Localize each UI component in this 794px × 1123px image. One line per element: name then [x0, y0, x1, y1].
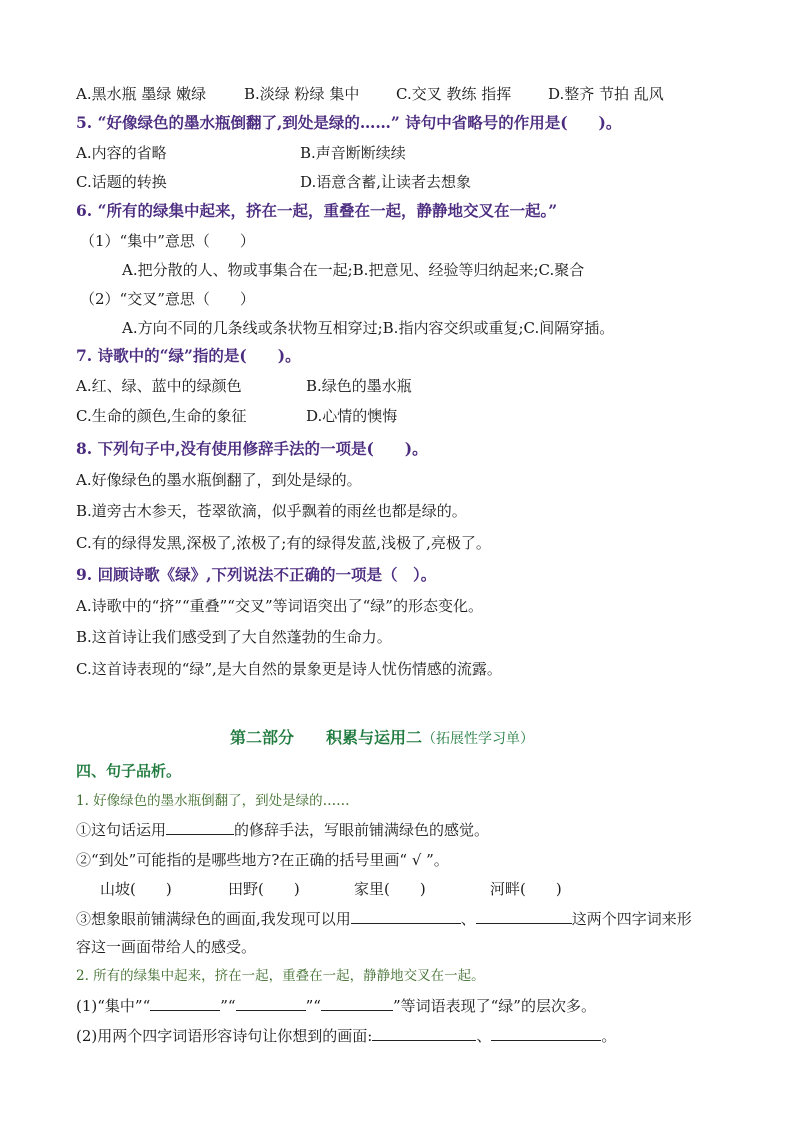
- q7-option-d: D.心情的懊悔: [306, 407, 398, 425]
- s1-item1-post: 的修辞手法，写眼前铺满绿色的感觉。: [234, 821, 490, 839]
- q4-option-c: C.交叉 教练 指挥: [396, 85, 512, 103]
- q8-option-a: A.好像绿色的墨水瓶倒翻了，到处是绿的。: [76, 471, 362, 489]
- q8-option-c: C.有的绿得发黑,深极了,浓极了;有的绿得发蓝,浅极了,亮极了。: [76, 534, 491, 552]
- s1-item2: ②“到处”可能指的是哪些地方?在正确的括号里画“ √ ”。: [76, 851, 449, 869]
- sentence1-quote: 1. 好像绿色的墨水瓶倒翻了，到处是绿的……: [76, 793, 350, 809]
- place-jiali[interactable]: 家里( ): [354, 880, 426, 898]
- s1-item3-post: 这两个四字词来形: [571, 910, 692, 928]
- q4-option-a: A.黑水瓶 墨绿 嫩绿: [76, 85, 207, 103]
- q9-option-a: A.诗歌中的“挤”“重叠”“交叉”等词语突出了“绿”的形态变化。: [76, 597, 483, 615]
- s2-item2: [76, 1026, 616, 1046]
- s1-places: [100, 879, 562, 899]
- q5-options-row1: [76, 143, 406, 163]
- sentence2-quote: 2. 所有的绿集中起来，挤在一起，重叠在一起，静静地交叉在一起。: [76, 968, 485, 984]
- s1-idiom-blank-2[interactable]: [476, 909, 572, 924]
- s2-word-blank-1[interactable]: [150, 996, 220, 1011]
- q5-option-d: D.语意含蓄,让读者去想象: [300, 173, 472, 191]
- q7-option-a: A.红、绿、蓝中的绿颜色: [76, 377, 242, 395]
- q5-options-row2: [76, 172, 471, 192]
- s1-item1-pre: ①这句话运用: [76, 821, 167, 839]
- s1-item1: [76, 820, 489, 840]
- q6-stem: 6. “所有的绿集中起来，挤在一起，重叠在一起，静静地交叉在一起。”: [76, 201, 558, 220]
- s2-word-blank-3[interactable]: [321, 996, 393, 1011]
- place-hepan[interactable]: 河畔( ): [490, 880, 562, 898]
- q5-option-c: C.话题的转换: [76, 173, 167, 191]
- part2-title-main: 第二部分 积累与运用二: [230, 728, 423, 747]
- q6-sub1: （1）“集中”意思（ ）: [80, 232, 255, 250]
- s2-item1: [76, 996, 596, 1016]
- s1-item3: [76, 909, 692, 929]
- s1-rhetoric-blank[interactable]: [166, 820, 234, 835]
- q5-option-b: B.声音断断续续: [300, 144, 406, 162]
- s2-idiom-blank-2[interactable]: [491, 1026, 601, 1041]
- place-shanpo[interactable]: 山坡( ): [100, 880, 172, 898]
- q9-option-c: C.这首诗表现的“绿”,是大自然的景象更是诗人忧伤情感的流露。: [76, 660, 502, 678]
- q7-stem: 7. 诗歌中的“绿”指的是( )。: [76, 346, 301, 365]
- section4-heading: 四、句子品析。: [76, 762, 182, 780]
- s2-item1-post: ”等词语表现了“绿”的层次多。: [392, 997, 596, 1015]
- s2-quote-sep-2: ”“: [305, 997, 321, 1015]
- q9-stem: 9. 回顾诗歌《绿》,下列说法不正确的一项是（ ）。: [76, 565, 437, 584]
- s2-item2-pre: (2)用两个四字词语形容诗句让你想到的画面:: [76, 1027, 373, 1045]
- s1-item3-pre: ③想象眼前铺满绿色的画面,我发现可以用: [76, 910, 351, 928]
- s2-item1-pre: (1)“集中”“: [76, 997, 151, 1015]
- s2-word-blank-2[interactable]: [236, 996, 306, 1011]
- part2-title-sub: （拓展性学习单）: [422, 731, 535, 747]
- q5-option-a: A.内容的省略: [76, 144, 167, 162]
- q4-option-d: D.整齐 节拍 乱风: [548, 85, 664, 103]
- s1-item3-cont: 容这一画面带给人的感受。: [76, 938, 257, 956]
- q8-stem: 8. 下列句子中,没有使用修辞手法的一项是( )。: [76, 439, 428, 458]
- s2-item2-end: 。: [601, 1027, 617, 1045]
- q7-option-b: B.绿色的墨水瓶: [306, 377, 412, 395]
- q4-options: [76, 84, 664, 104]
- s2-quote-sep-1: ”“: [220, 997, 236, 1015]
- place-tianye[interactable]: 田野( ): [228, 880, 300, 898]
- q7-options-row2: [76, 406, 397, 426]
- q5-stem: 5. “好像绿色的墨水瓶倒翻了,到处是绿的……” 诗句中省略号的作用是( )。: [76, 113, 622, 132]
- q8-option-b: B.道旁古木参天，苍翠欲滴，似乎飘着的雨丝也都是绿的。: [76, 502, 467, 520]
- q9-option-b: B.这首诗让我们感受到了大自然蓬勃的生命力。: [76, 628, 392, 646]
- q6-sub1-options: A.把分散的人、物或事集合在一起;B.把意见、经验等归纳起来;C.聚合: [122, 261, 585, 279]
- s1-idiom-blank-1[interactable]: [351, 909, 461, 924]
- s2-item2-sep: 、: [476, 1027, 492, 1045]
- part2-title: [230, 725, 534, 748]
- q6-sub2: （2）“交叉”意思（ ）: [80, 290, 255, 308]
- q4-option-b: B.淡绿 粉绿 集中: [244, 85, 360, 103]
- s1-item3-sep: 、: [460, 910, 476, 928]
- q7-option-c: C.生命的颜色,生命的象征: [76, 407, 247, 425]
- q7-options-row1: [76, 376, 412, 396]
- q6-sub2-options: A.方向不同的几条线或条状物互相穿过;B.指内容交织或重复;C.间隔穿插。: [122, 319, 615, 337]
- s2-idiom-blank-1[interactable]: [372, 1026, 476, 1041]
